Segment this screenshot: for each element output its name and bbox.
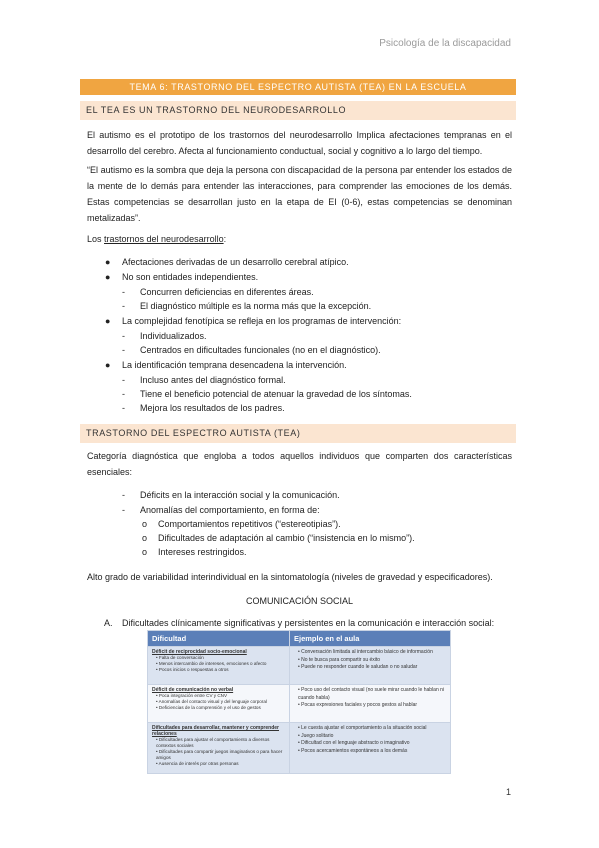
row-example: • Pocos acercamientos espontáneos a los demás bbox=[298, 747, 408, 754]
dash-marker: - bbox=[122, 331, 125, 341]
dash-marker: - bbox=[122, 287, 125, 297]
section-heading-tea: TRASTORNO DEL ESPECTRO AUTISTA (TEA) bbox=[80, 424, 516, 443]
circle-marker: o bbox=[142, 533, 148, 543]
row-item: • Menos intercambio de intereses, emociones o afecto bbox=[156, 661, 267, 666]
list-subitem: Comportamientos repetitivos (“estereotipias”). bbox=[158, 519, 341, 529]
table-row bbox=[148, 684, 450, 722]
row-item: • Deficiencias de la comprensión y el uso de gestos bbox=[156, 705, 261, 710]
table-cell-dificultad bbox=[148, 647, 290, 684]
dash-marker: - bbox=[122, 403, 125, 413]
table-header-row bbox=[148, 631, 450, 646]
social-communication-table bbox=[147, 630, 451, 774]
header-title: Psicología de la discapacidad bbox=[379, 38, 511, 49]
list-subitem: Mejora los resultados de los padres. bbox=[140, 403, 285, 413]
dash-marker: - bbox=[122, 505, 125, 515]
page-number: 1 bbox=[506, 787, 512, 797]
main-title-band: TEMA 6: TRASTORNO DEL ESPECTRO AUTISTA (TEA) EN LA ESCUELA bbox=[80, 79, 516, 95]
list-item: Déficits en la interacción social y la comunicación. bbox=[140, 490, 340, 500]
tea-closing-paragraph: Alto grado de variabilidad interindividual en la sintomatología (niveles de gravedad y especificadores). bbox=[87, 572, 493, 582]
row-title: Déficit de comunicación no verbal bbox=[152, 687, 234, 693]
row-example: • Dificultad con el lenguaje abstracto o imaginativo bbox=[298, 740, 410, 746]
row-item: • Falta de conversación bbox=[156, 655, 204, 660]
row-example: • Puede no responder cuando le saludan o no saludar bbox=[298, 664, 418, 670]
list-subitem: Dificultades de adaptación al cambio (“insistencia en lo mismo”). bbox=[158, 533, 415, 543]
list-subitem: Centrados en dificultades funcionales (no en el diagnóstico). bbox=[140, 345, 381, 355]
table-cell-ejemplo bbox=[290, 685, 450, 722]
list-intro-prefix: Los bbox=[87, 234, 105, 244]
row-example: • No te busca para compartir su éxito bbox=[298, 656, 381, 663]
section-heading-neurodesarrollo: EL TEA ES UN TRASTORNO DEL NEURODESARROLLO bbox=[80, 101, 516, 120]
dash-marker: - bbox=[122, 490, 125, 500]
list-intro bbox=[87, 232, 226, 246]
list-subitem: Concurren deficiencias en diferentes áreas. bbox=[140, 287, 314, 297]
intro-paragraph: El autismo es el prototipo de los trastornos del neurodesarrollo Implica afectaciones tempranas en el desarrollo del cerebro. Afecta al funcionamiento conductual, social y cognitivo a lo largo del tiempo. bbox=[87, 130, 512, 156]
circle-marker: o bbox=[142, 547, 148, 557]
point-a-text: Dificultades clínicamente significativas y persistentes en la comunicación e interacción social: bbox=[122, 618, 495, 628]
row-item: • Ausencia de interés por otras personas bbox=[156, 761, 239, 766]
table-cell-dificultad bbox=[148, 723, 290, 773]
list-intro-link: trastornos del neurodesarrollo bbox=[104, 234, 224, 244]
bullet-dot: ● bbox=[105, 257, 111, 267]
row-title: Déficit de reciprocidad socio-emocional bbox=[152, 649, 247, 655]
list-item: La complejidad fenotípica se refleja en los programas de intervención: bbox=[122, 316, 402, 326]
table-row bbox=[148, 646, 450, 684]
row-item: • Anomalías del contacto visual y del lenguaje corporal bbox=[156, 699, 267, 704]
bullet-dot: ● bbox=[105, 316, 111, 326]
quote-paragraph: “El autismo es la sombra que deja la persona con discapacidad de la persona par entender los estados de la mente de lo demás para entender las interacciones, para comprender las emociones de los demás. Estas competencias se desarrollan justo en la etapa de EI (0-6), estas competencias se denominan metalizadas”. bbox=[87, 165, 512, 223]
list-item: Afectaciones derivadas de un desarrollo cerebral atípico. bbox=[122, 257, 349, 267]
row-example: • Juego solitario bbox=[298, 732, 334, 739]
row-item: • Dificultades para compartir juegos imaginativos o para hacer amigos bbox=[156, 749, 283, 760]
list-subitem: Tiene el beneficio potencial de atenuar la gravedad de los síntomas. bbox=[140, 389, 412, 399]
list-intro-suffix: : bbox=[223, 234, 227, 244]
table-cell-dificultad bbox=[148, 685, 290, 722]
dash-marker: - bbox=[122, 389, 125, 399]
bullet-dot: ● bbox=[105, 360, 111, 370]
list-subitem: Intereses restringidos. bbox=[158, 547, 247, 557]
row-example: • Conversación limitada al intercambio básico de información bbox=[298, 649, 433, 655]
tea-intro-paragraph: Categoría diagnóstica que engloba a todos aquellos individuos que comparten dos características esenciales: bbox=[87, 451, 512, 477]
row-title: Dificultades para desarrollar, mantener y comprender relaciones bbox=[152, 725, 279, 737]
row-example: • Le cuesta ajustar el comportamiento a la situación social bbox=[298, 725, 427, 731]
list-subitem: Incluso antes del diagnóstico formal. bbox=[140, 375, 286, 385]
row-example: • Poco uso del contacto visual (no suele mirar cuando le hablan ni cuando habla) bbox=[298, 687, 445, 701]
dash-marker: - bbox=[122, 345, 125, 355]
list-item: Anomalías del comportamiento, en forma de: bbox=[140, 505, 320, 515]
bullet-dot: ● bbox=[105, 272, 111, 282]
dash-marker: - bbox=[122, 301, 125, 311]
list-subitem: Individualizados. bbox=[140, 331, 207, 341]
subheading-comunicacion-social: COMUNICACIÓN SOCIAL bbox=[246, 596, 354, 606]
dash-marker: - bbox=[122, 375, 125, 385]
point-a-letter: A. bbox=[104, 618, 113, 628]
table-cell-ejemplo bbox=[290, 723, 450, 773]
list-item: No son entidades independientes. bbox=[122, 272, 259, 282]
table-cell-ejemplo bbox=[290, 647, 450, 684]
table-header-dificultad: Dificultad bbox=[148, 631, 290, 646]
row-item: • Poca integración entre CV y CNV bbox=[156, 693, 228, 698]
list-subitem: El diagnóstico múltiple es la norma más que la excepción. bbox=[140, 301, 372, 311]
table-header-ejemplo: Ejemplo en el aula bbox=[294, 634, 360, 643]
list-item: La identificación temprana desencadena la intervención. bbox=[122, 360, 347, 370]
row-example: • Pocas expresiones faciales y pocos gestos al hablar bbox=[298, 702, 418, 708]
row-item: • Dificultades para ajustar el comportamiento a diversos contextos sociales bbox=[156, 737, 270, 748]
row-item: • Pocos inicios o respuestas a otros bbox=[156, 667, 229, 672]
table-row bbox=[148, 722, 450, 773]
circle-marker: o bbox=[142, 519, 148, 529]
